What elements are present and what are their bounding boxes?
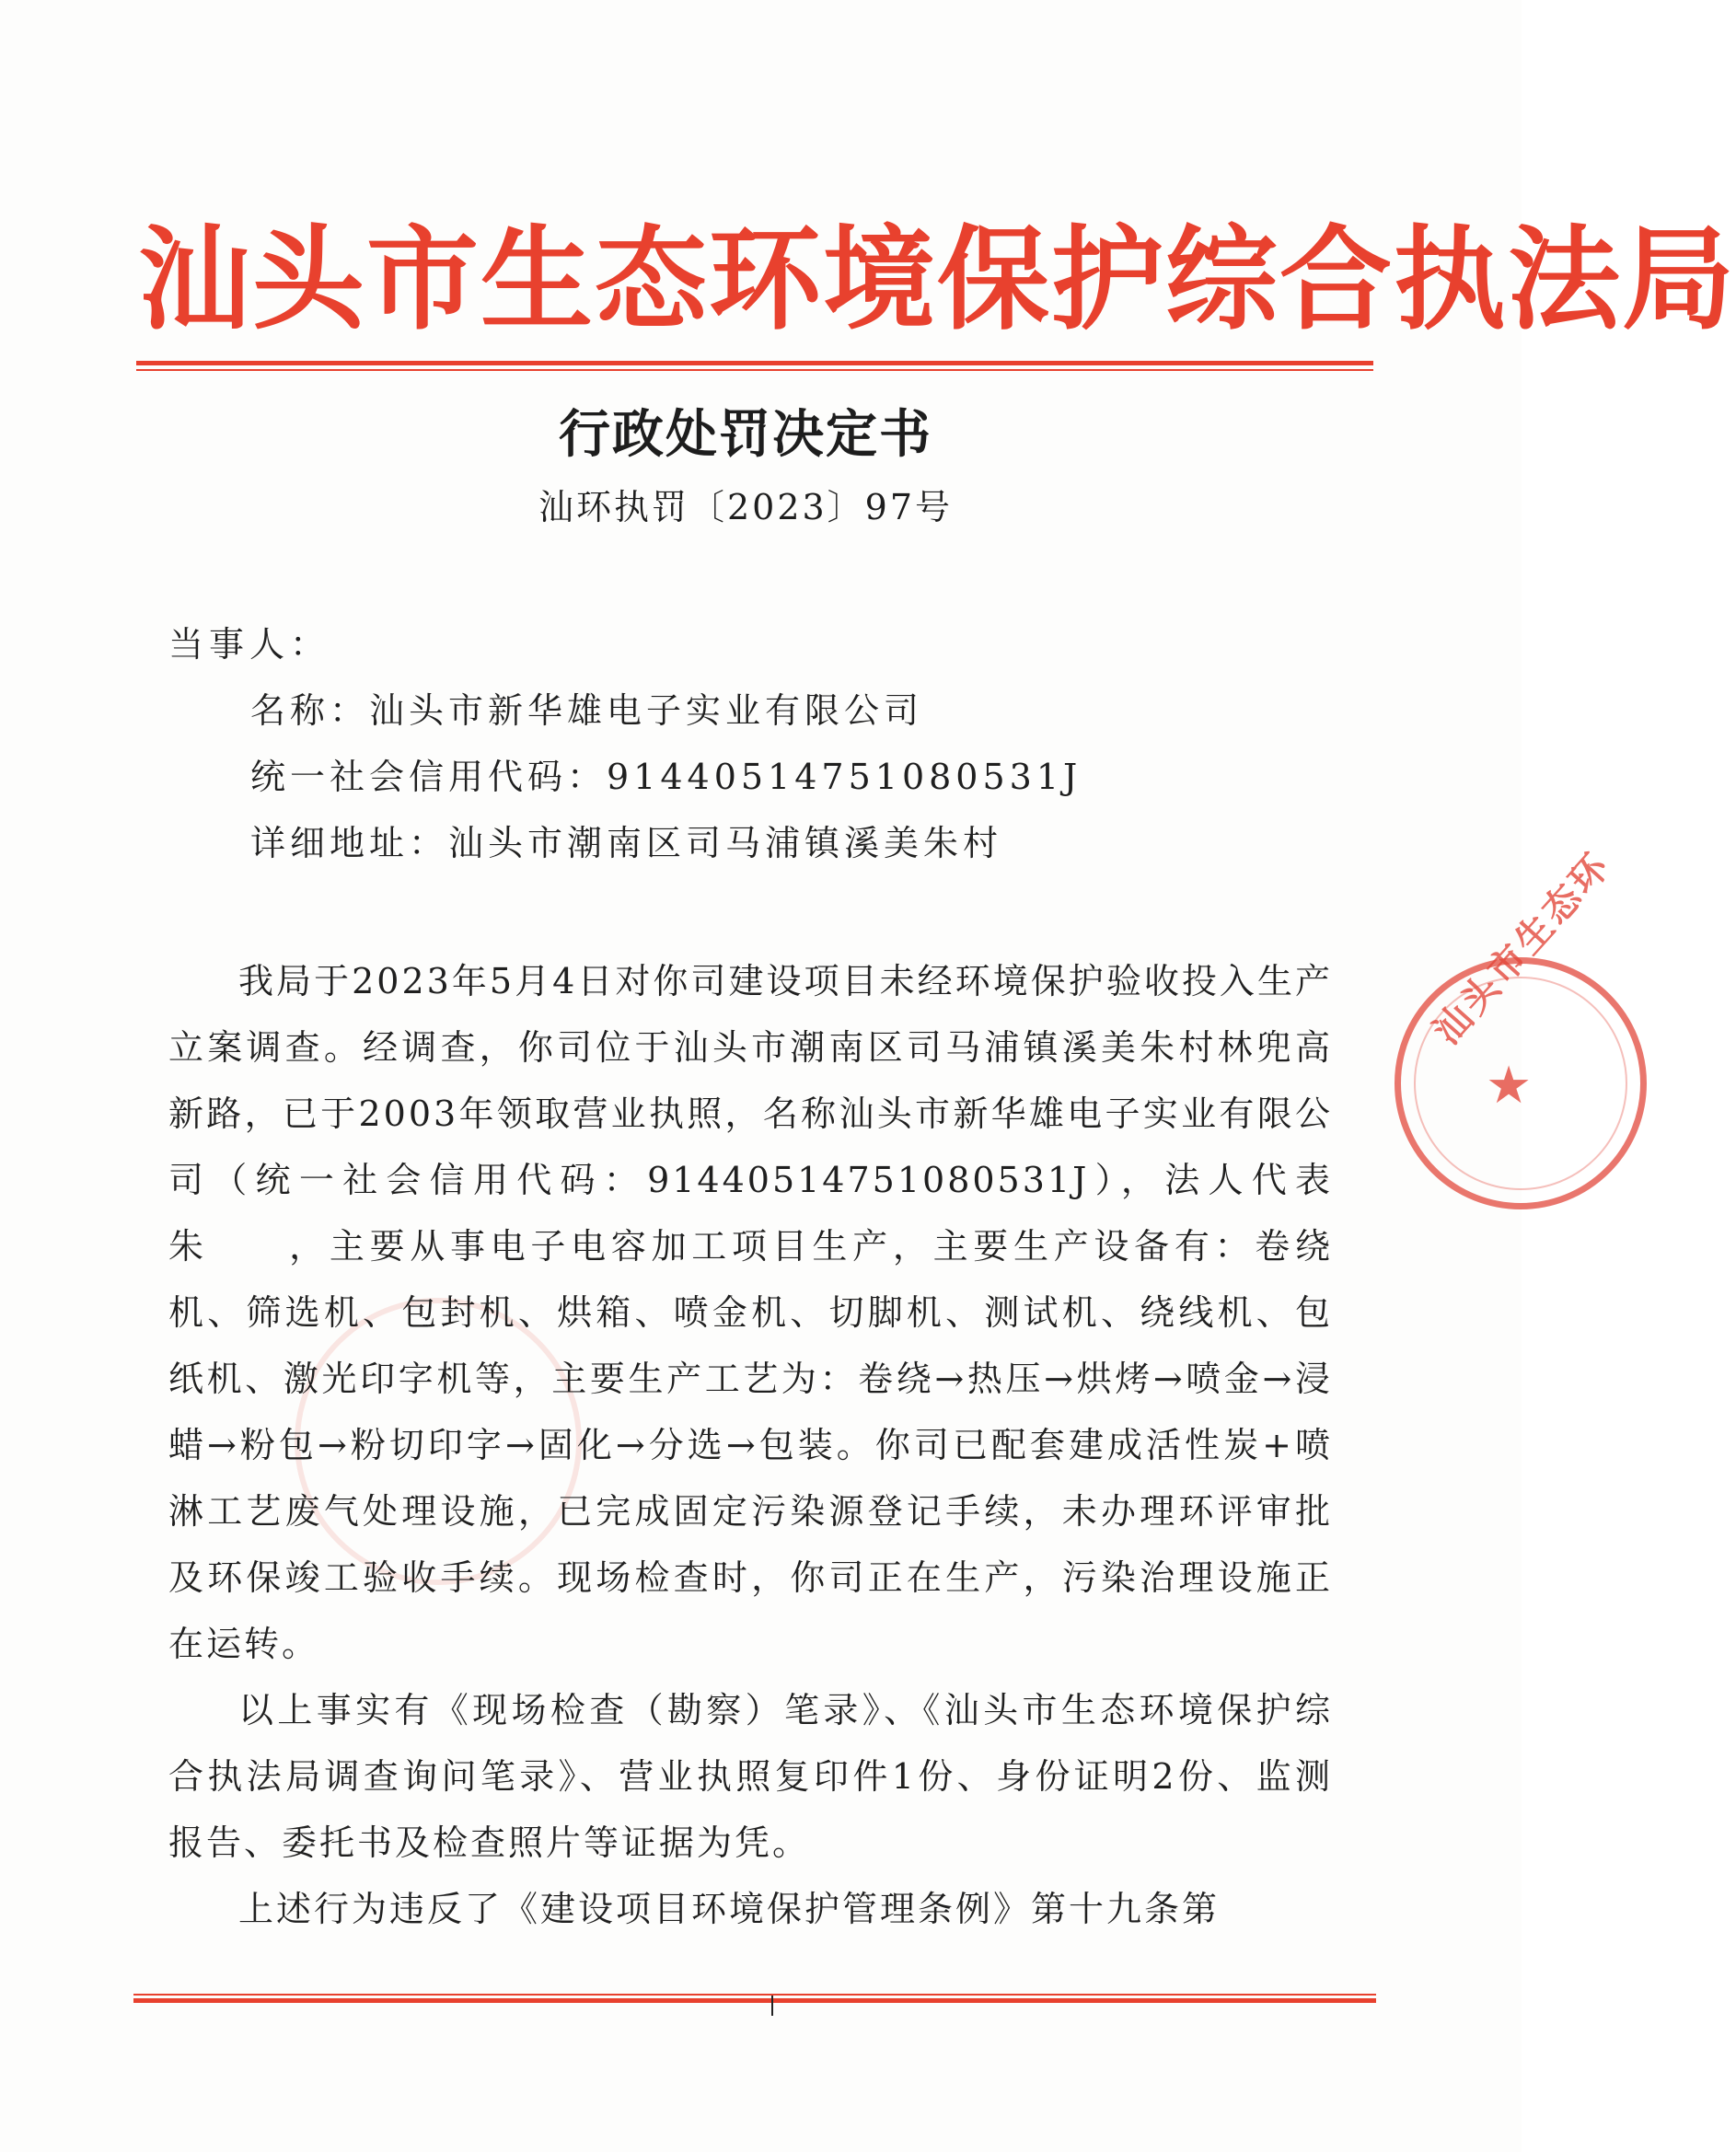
body-paragraph-evidence: 以上事实有《现场检查（勘察）笔录》、《汕头市生态环境保护综合执法局调查询问笔录》、营业执照复印件1份、身份证明2份、监测报告、委托书及检查照片等证据为凭。: [168, 1690, 1333, 1863]
footer-rule-thin: [133, 1994, 1376, 1996]
decision-body: [168, 948, 1333, 1942]
document-type: 行政处罚决定书: [559, 405, 932, 465]
seal-star-icon: ★: [1486, 1058, 1533, 1115]
header-rule-thin: [136, 369, 1373, 371]
footer-rule-thick: [133, 1998, 1376, 2003]
official-seal: [1395, 843, 1647, 1209]
organization-title: 汕头市生态环境保护综合执法局: [138, 213, 1736, 345]
party-label: 当事人：: [168, 624, 331, 665]
party-name: 名称：汕头市新华雄电子实业有限公司: [250, 690, 924, 731]
footer-center-mark: [771, 1996, 773, 2016]
document-number: 汕环执罚〔2023〕97号: [538, 487, 954, 527]
party-address: 详细地址：汕头市潮南区司马浦镇溪美朱村: [250, 823, 1003, 863]
body-paragraph-facts: 我局于2023年5月4日对你司建设项目未经环境保护验收投入生产立案调查。经调查，你司位于汕头市潮南区司马浦镇溪美朱村林兜高新路，已于2003年领取营业执照，名称汕头市新华雄电子实业有限公司（统一社会信用代码：91440514751080531J），法人代表朱 ，主要从事电子电容加工项目生产，主要生产设备有：卷绕机、筛选机、包封机、烘箱、喷金机、切脚机、测试机、绕线机、包纸机、激光印字机等，主要生产工艺为：卷绕→热压→烘烤→喷金→浸蜡→粉包→粉切印字→固化→分选→包装。你司已配套建成活性炭+喷淋工艺废气处理设施，已完成固定污染源登记手续，未办理环评审批及环保竣工验收手续。现场检查时，你司正在生产，污染治理设施正在运转。: [168, 961, 1333, 1664]
seal-text: 汕头市生态环: [1425, 843, 1620, 1053]
header-rule-thick: [136, 361, 1373, 365]
party-credit-code: 统一社会信用代码：91440514751080531J: [250, 757, 1082, 797]
body-paragraph-violation: 上述行为违反了《建设项目环境保护管理条例》第十九条第: [238, 1889, 1221, 1929]
